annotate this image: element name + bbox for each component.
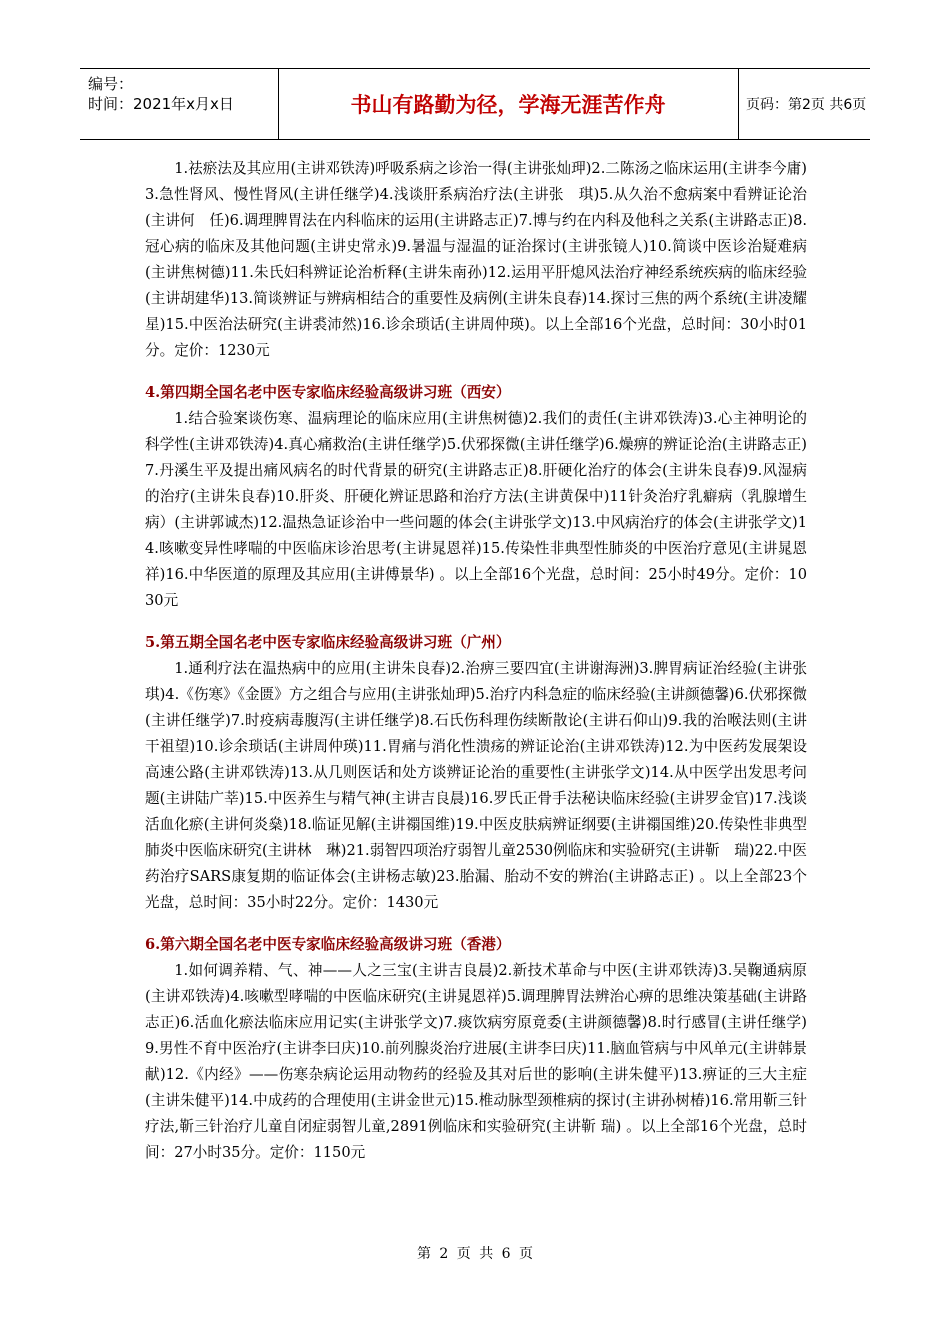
document-time-label: 时间：2021年x月x日 (88, 95, 234, 113)
section-body-5: 1.通利疗法在温热病中的应用(主讲朱良春)2.治痹三要四宜(主讲谢海洲)3.脾胃病证治经验(主讲张 琪)4.《伤寒》《金匮》方之组合与应用(主讲张灿玾)5.治疗内科急症的临床经验(主讲颜德馨)6.伏邪探微(主讲任继学)7.时疫病毒腹泻(主讲任继学)8.石氏伤科理伤续断散论(主讲石仰山)9.我的治喉法则(主讲干祖望)10.诊余琐话(主讲周仲瑛)11.胃痛与消化性溃疡的辨证论治(主讲邓铁涛)12.为中医药发展架设高速公路(主讲邓铁涛)13.从几则医话和处方谈辨证论治的重要性(主讲张学文)14.从中医学出发思考问题(主讲陆广莘)15.中医养生与精气神(主讲吉良晨)16.罗氏正骨手法秘诀临床经验(主讲罗金官)17.浅谈活血化瘀(主讲何炎燊)18.临证见解(主讲禤国维)19.中医皮肤病辨证纲要(主讲禤国维)20.传染性非典型肺炎中医临床研究(主讲林 琳)21.弱智四项治疗弱智儿童2530例临床和实验研究(主讲靳 瑞)22.中医药治疗SARS康复期的临证体会(主讲杨志敏)23.胎漏、胎动不安的辨治(主讲路志正) 。以上全部23个光盘，总时间：35小时22分。定价：1430元 (145, 660, 822, 911)
intro-paragraph: 1.祛瘀法及其应用(主讲邓铁涛)呼吸系病之诊治一得(主讲张灿玾)2.二陈汤之临床运用(主讲李今庸)3.急性肾风、慢性肾风(主讲任继学)4.浅谈肝系病治疗法(主讲张 琪)5.从久治不愈病案中看辨证论治(主讲何 任)6.调理脾胃法在内科临床的运用(主讲路志正)7.博与约在内科及他科之关系(主讲路志正)8.冠心病的临床及其他问题(主讲史常永)9.暑温与湿温的证治探讨(主讲张镜人)10.简谈中医诊治疑难病(主讲焦树德)11.朱氏妇科辨证论治析释(主讲朱南孙)12.运用平肝熄风法治疗神经系统疾病的临床经验(主讲胡建华)13.简谈辨证与辨病相结合的重要性及病例(主讲朱良春)14.探讨三焦的两个系统(主讲凌耀星)15.中医治法研究(主讲裘沛然)16.诊余琐话(主讲周仲瑛)。以上全部16个光盘，总时间：30小时01分。定价：1230元 (145, 160, 807, 359)
footer-page-number: 第 2 页 共 6 页 (416, 1246, 534, 1262)
section-body-6: 1.如何调养精、气、神——人之三宝(主讲吉良晨)2.新技术革命与中医(主讲邓铁涛)3.吴鞠通病原(主讲邓铁涛)4.咳嗽型哮喘的中医临床研究(主讲晁恩祥)5.调理脾胃法辨治心痹的思维决策基础(主讲路志正)6.活血化瘀法临床应用记实(主讲张学文)7.痰饮病穷原竟委(主讲颜德馨)8.时行感冒(主讲任继学)9.男性不育中医治疗(主讲李曰庆)10.前列腺炎治疗进展(主讲李曰庆)11.脑血管病与中风单元(主讲韩景献)12.《内经》——伤寒杂病论运用动物药的经验及其对后世的影响(主讲朱健平)13.痹证的三大主症(主讲朱健平)14.中成药的合理使用(主讲金世元)15.椎动脉型颈椎病的探讨(主讲孙树椿)16.常用靳三针疗法,靳三针治疗儿童自闭症弱智儿童,2891例临床和实验研究(主讲靳 瑞) 。以上全部16个光盘，总时间：27小时35分。定价：1150元 (145, 962, 807, 1161)
section-title-6: 6.第六期全国名老中医专家临床经验高级讲习班（香港） (145, 936, 511, 953)
header-motto: 书山有路勤为径，学海无涯苦作舟 (350, 93, 666, 117)
page-footer (0, 1243, 950, 1263)
header-motto-cell (278, 69, 739, 139)
section-title-4: 4.第四期全国名老中医专家临床经验高级讲习班（西安） (145, 384, 511, 401)
header-page-cell (738, 69, 878, 139)
header-page-info: 页码：第2页 共6页 (746, 97, 867, 113)
header-left-cell (80, 69, 279, 139)
document-body (145, 156, 822, 1166)
document-number-label: 编号： (88, 75, 134, 93)
section-title-5: 5.第五期全国名老中医专家临床经验高级讲习班（广州） (145, 634, 511, 651)
section-body-4: 1.结合验案谈伤寒、温病理论的临床应用(主讲焦树德)2.我们的责任(主讲邓铁涛)3.心主神明论的科学性(主讲邓铁涛)4.真心痛救治(主讲任继学)5.伏邪探微(主讲任继学)6.燥痹的辨证论治(主讲路志正)7.丹溪生平及提出痛风病名的时代背景的研究(主讲路志正)8.肝硬化治疗的体会(主讲朱良春)9.风湿病的治疗(主讲朱良春)10.肝炎、肝硬化辨证思路和治疗方法(主讲黄保中)11针灸治疗乳癖病（乳腺增生病）(主讲郭诚杰)12.温热急证诊治中一些问题的体会(主讲张学文)13.中风病治疗的体会(主讲张学文)14.咳嗽变异性哮喘的中医临床诊治思考(主讲晁恩祥)15.传染性非典型性肺炎的中医治疗意见(主讲晁恩祥)16.中华医道的原理及其应用(主讲傅景华) 。以上全部16个光盘，总时间：25小时49分。定价：1030元 (145, 410, 807, 609)
page-header (80, 68, 870, 140)
